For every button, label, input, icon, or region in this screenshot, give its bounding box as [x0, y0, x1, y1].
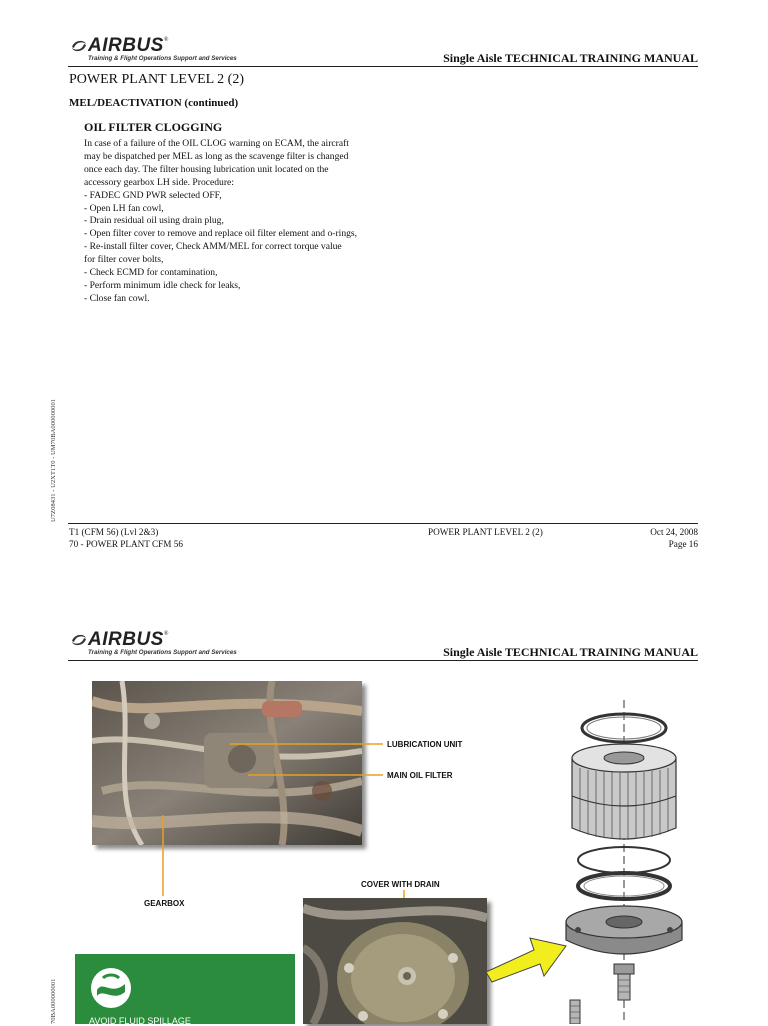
spill-icon [89, 966, 133, 1010]
footer-left-line1: T1 (CFM 56) (Lvl 2&3) [69, 527, 159, 537]
cover-with-drain-photo [303, 898, 487, 1024]
airbus-swirl-icon [70, 38, 88, 54]
logo-text: AIRBUS [88, 629, 164, 650]
manual-title: Single Aisle TECHNICAL TRAINING MANUAL [443, 51, 698, 65]
oil-filter-exploded-diagram [556, 700, 696, 1024]
callout-main-oil-filter: MAIN OIL FILTER [387, 771, 453, 780]
airbus-logo [70, 630, 168, 649]
footer-date: Oct 24, 2008 [650, 527, 698, 537]
footer-page: Page 16 [668, 539, 698, 549]
airbus-logo [70, 36, 168, 55]
logo-registered: ® [163, 630, 169, 637]
footer-left-line2: 70 - POWER PLANT CFM 56 [69, 539, 183, 549]
header-rule [68, 66, 698, 67]
section-title: POWER PLANT LEVEL 2 (2) [69, 72, 244, 87]
warning-box [75, 954, 295, 1024]
logo-text: AIRBUS [88, 35, 164, 56]
side-reference: U7Z08431 - U2XT1T0 - UM70BA000000001 [50, 398, 57, 522]
engine-gearbox-photo [92, 681, 362, 845]
topic-title: OIL FILTER CLOGGING [84, 120, 223, 134]
footer-center: POWER PLANT LEVEL 2 (2) [428, 527, 543, 537]
logo-subtitle: Training & Flight Operations Support and Services [88, 649, 237, 656]
warning-text: AVOID FLUID SPILLAGE [89, 1016, 191, 1026]
callout-gearbox: GEARBOX [144, 899, 185, 908]
logo-subtitle: Training & Flight Operations Support and Services [88, 55, 237, 62]
airbus-swirl-icon [70, 632, 88, 648]
footer-rule [68, 523, 698, 524]
side-reference: 70BA000000001 [50, 978, 57, 1024]
callout-cover-with-drain: COVER WITH DRAIN [361, 880, 440, 889]
manual-title: Single Aisle TECHNICAL TRAINING MANUAL [443, 645, 698, 659]
callout-lubrication-unit: LUBRICATION UNIT [387, 740, 463, 749]
subsection-title: MEL/DEACTIVATION (continued) [69, 97, 239, 109]
logo-registered: ® [163, 36, 169, 43]
procedure-text: In case of a failure of the OIL CLOG warning on ECAM, the aircraft may be dispatched per MEL as long as the scavenge filter is changed once each day. The filter housing lubrication unit located on the accessory gearbox LH side. Procedure: - FADEC GND PWR selected OFF, - Open LH fan cowl, - Drain residual oil using drain plug, - Open filter cover to remove and replace oil filter element and o-rings, - Re-install filter cover, Check AMM/MEL for correct torque value for filter cover bolts, - Check ECMD for contamination, - Perform minimum idle check for leaks, - Close fan cowl. [84, 138, 358, 304]
header-rule [68, 660, 698, 661]
